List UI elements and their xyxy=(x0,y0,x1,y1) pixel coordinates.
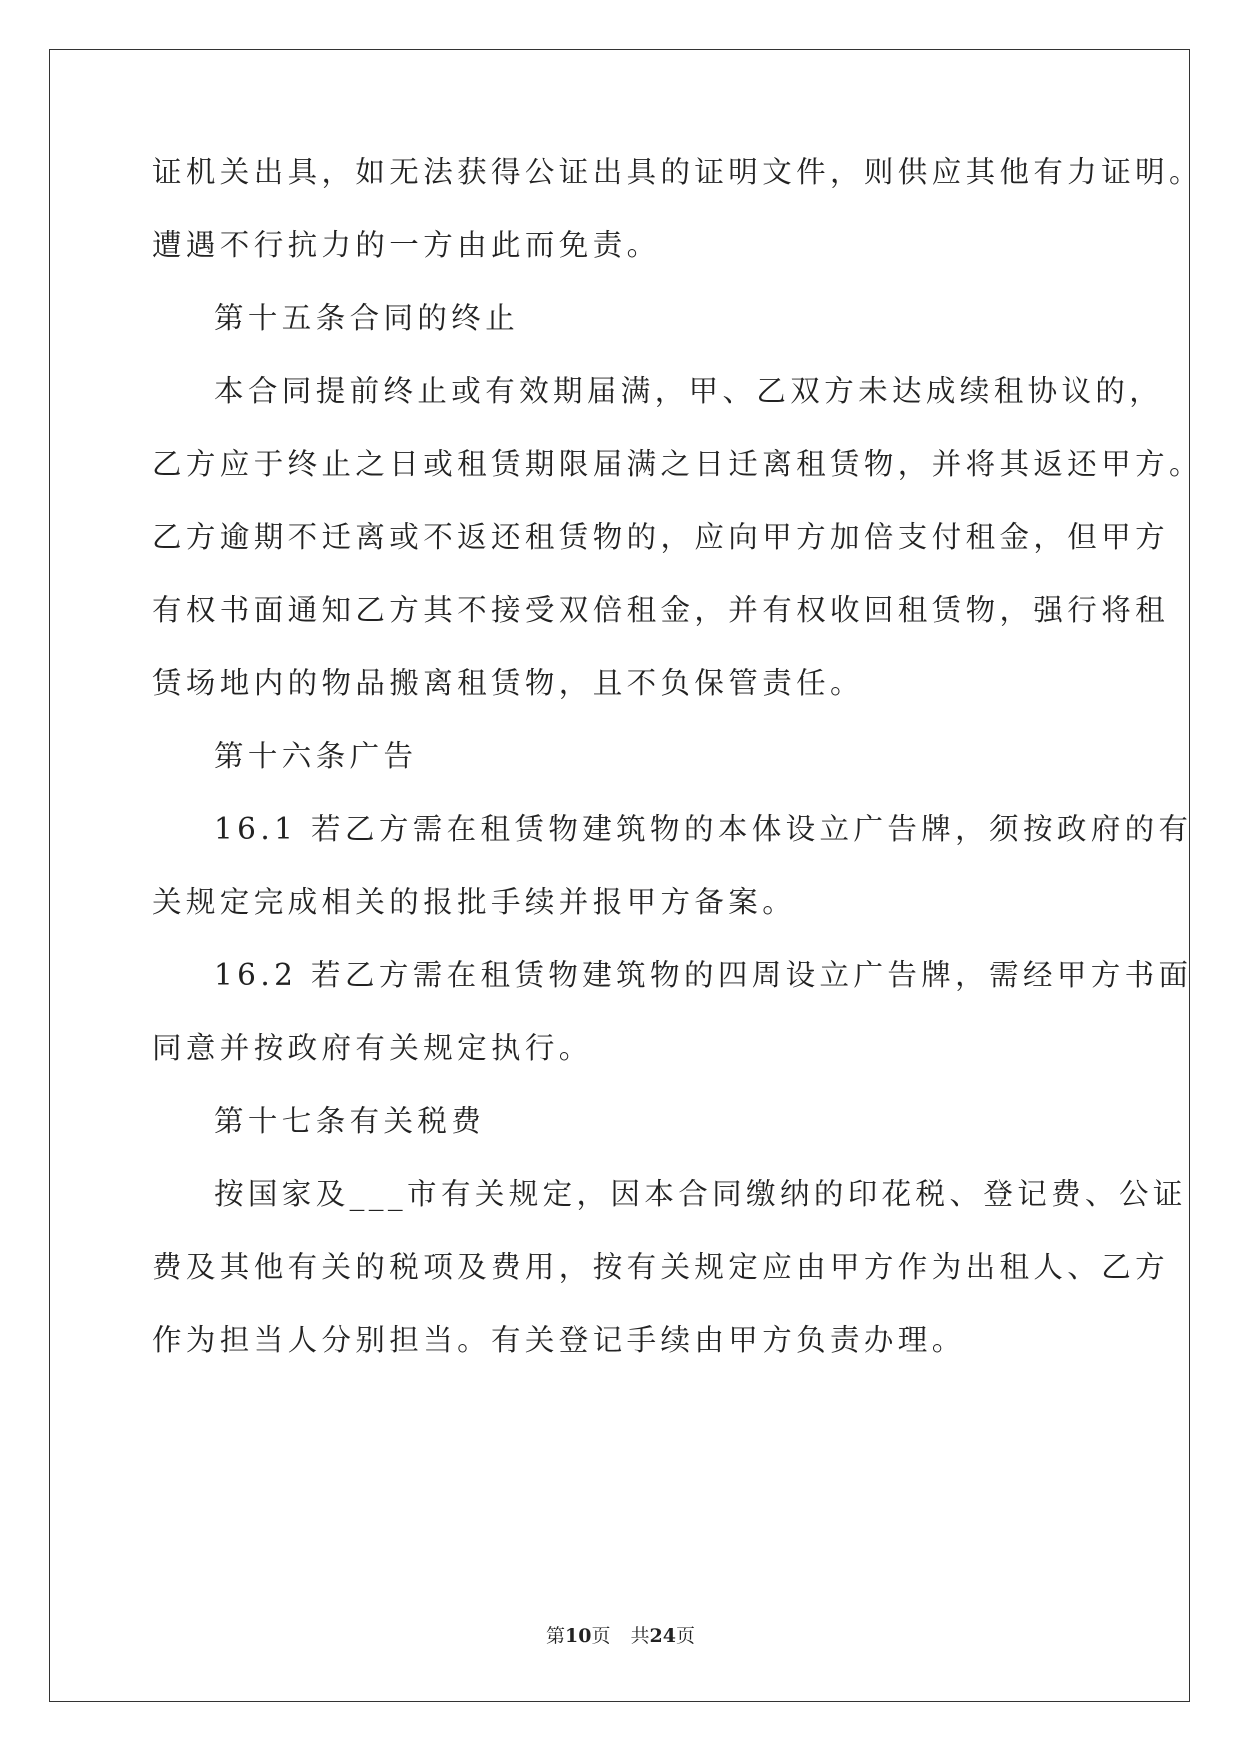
total-label-suffix: 页 xyxy=(675,1625,695,1647)
page-label-suffix: 页 xyxy=(591,1625,611,1647)
body-text-line: 关规定完成相关的报批手续并报甲方备案。 xyxy=(152,885,797,919)
total-pages: 24 xyxy=(649,1625,676,1647)
section-heading-16: 第十六条广告 xyxy=(214,739,418,773)
page-border xyxy=(49,49,1193,1702)
body-text-line: 16.1 若乙方需在租赁物建筑物的本体设立广告牌，须按政府的有 xyxy=(214,812,1193,846)
body-text-line: 同意并按政府有关规定执行。 xyxy=(152,1031,593,1065)
page-label-prefix: 第 xyxy=(546,1625,566,1647)
body-text-line: 遭遇不行抗力的一方由此而免责。 xyxy=(152,228,661,262)
page-number: 10 xyxy=(565,1625,592,1647)
body-text-line: 费及其他有关的税项及费用，按有关规定应由甲方作为出租人、乙方 xyxy=(152,1250,1170,1284)
body-text-line: 作为担当人分别担当。有关登记手续由甲方负责办理。 xyxy=(152,1323,966,1357)
section-heading-17: 第十七条有关税费 xyxy=(214,1104,486,1138)
body-text-line: 乙方应于终止之日或租赁期限届满之日迁离租赁物，并将其返还甲方。 xyxy=(152,447,1203,481)
body-text-line: 有权书面通知乙方其不接受双倍租金，并有权收回租赁物，强行将租 xyxy=(152,593,1170,627)
body-text-line: 乙方逾期不迁离或不返还租赁物的，应向甲方加倍支付租金，但甲方 xyxy=(152,520,1170,554)
section-heading-15: 第十五条合同的终止 xyxy=(214,301,520,335)
body-text-line: 证机关出具，如无法获得公证出具的证明文件，则供应其他有力证明。 xyxy=(152,155,1203,189)
body-text-line: 16.2 若乙方需在租赁物建筑物的四周设立广告牌，需经甲方书面 xyxy=(214,958,1193,992)
body-text-line: 赁场地内的物品搬离租赁物，且不负保管责任。 xyxy=(152,666,864,700)
total-label-prefix: 共 xyxy=(630,1625,650,1647)
body-text-line: 本合同提前终止或有效期届满，甲、乙双方未达成续租协议的， xyxy=(214,374,1164,408)
body-text-line: 按国家及___市有关规定，因本合同缴纳的印花税、登记费、公证 xyxy=(214,1177,1187,1211)
page-footer xyxy=(0,1624,1241,1648)
